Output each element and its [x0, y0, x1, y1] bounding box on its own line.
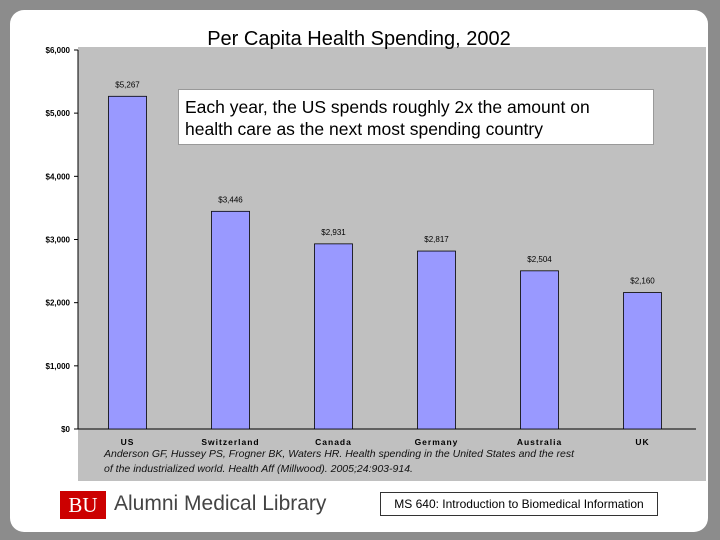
- callout-line: health care as the next most spending country: [185, 119, 543, 139]
- category-label: Germany: [414, 437, 459, 447]
- category-label: UK: [635, 437, 650, 447]
- y-tick-label: $6,000: [45, 46, 70, 55]
- data-label: $2,817: [424, 235, 449, 245]
- citation: [104, 447, 664, 477]
- citation-line: Anderson GF, Hussey PS, Frogner BK, Waters HR. Health spending in the United States and the rest: [104, 448, 575, 460]
- callout-line: Each year, the US spends roughly 2x the amount on: [185, 97, 590, 117]
- y-tick-label: $2,000: [45, 298, 70, 308]
- data-label: $2,931: [321, 227, 346, 237]
- bar: [624, 293, 662, 429]
- library-name: Alumni Medical Library: [114, 492, 327, 515]
- bar: [109, 96, 147, 429]
- y-tick-label: $1,000: [45, 361, 70, 371]
- data-label: $2,504: [527, 254, 552, 264]
- slide-title: Per Capita Health Spending, 2002: [207, 28, 511, 50]
- category-label: US: [120, 437, 135, 447]
- bar: [212, 211, 250, 429]
- y-tick-label: $5,000: [45, 109, 70, 119]
- slide: [10, 10, 708, 532]
- y-tick-label: $3,000: [45, 235, 70, 245]
- bar: [418, 251, 456, 429]
- course-label: MS 640: Introduction to Biomedical Information: [380, 492, 658, 516]
- category-label: Canada: [315, 437, 352, 447]
- bu-logo-mark: BU: [60, 491, 106, 519]
- data-label: $5,267: [115, 80, 140, 90]
- y-tick-label: $4,000: [45, 172, 70, 182]
- y-tick-label: $0: [61, 425, 70, 434]
- citation-line: of the industrialized world. Health Aff (Millwood). 2005;24:903-914.: [104, 463, 413, 475]
- data-label: $2,160: [630, 276, 655, 286]
- callout-box: [178, 89, 654, 145]
- data-label: $3,446: [218, 195, 243, 205]
- category-label: Switzerland: [201, 437, 260, 447]
- category-label: Australia: [516, 437, 563, 447]
- bar: [521, 271, 559, 429]
- bar: [315, 244, 353, 429]
